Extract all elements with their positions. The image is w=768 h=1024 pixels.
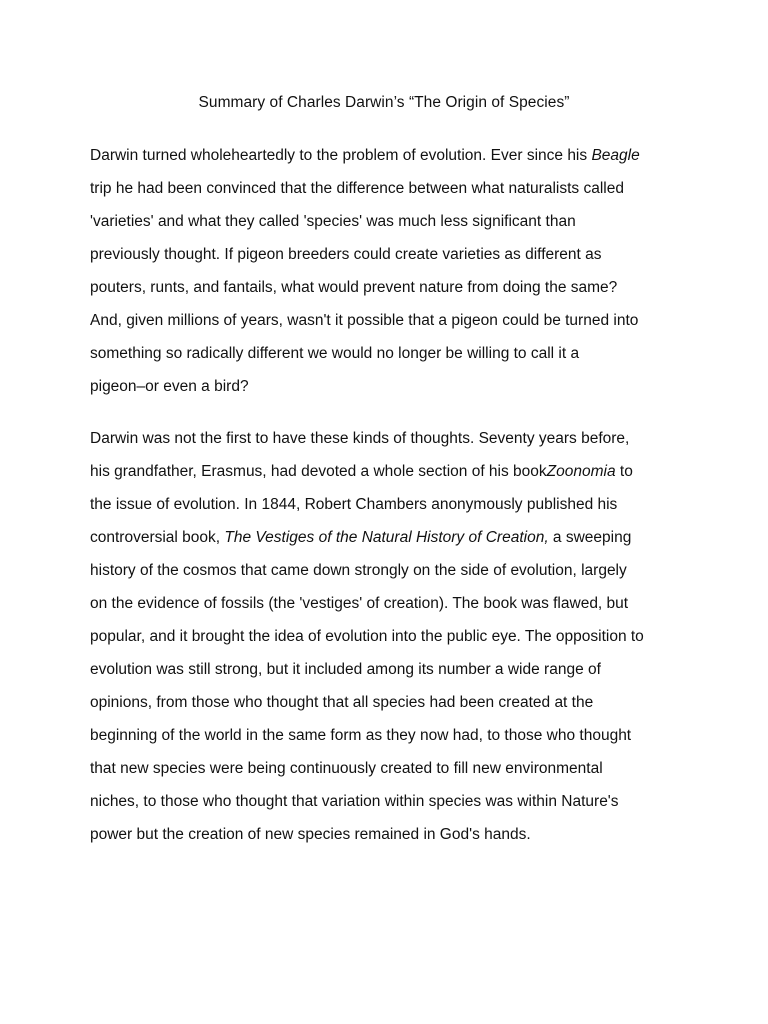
paragraph-line: And, given millions of years, wasn't it possible that a pigeon could be turned into	[90, 312, 639, 329]
paragraph-line: history of the cosmos that came down strongly on the side of evolution, largely	[90, 562, 627, 579]
paragraph-line: pouters, runts, and fantails, what would prevent nature from doing the same?	[90, 279, 618, 296]
paragraph-line: Darwin was not the first to have these kinds of thoughts. Seventy years before,	[90, 430, 630, 447]
paragraph-line: popular, and it brought the idea of evolution into the public eye. The opposition to	[90, 628, 644, 645]
document-title: Summary of Charles Darwin’s “The Origin of Species”	[198, 94, 570, 111]
paragraph-line: beginning of the world in the same form as they now had, to those who thought	[90, 727, 632, 744]
paragraph-line: opinions, from those who thought that all species had been created at the	[90, 694, 594, 711]
italic-text: The Vestiges of the Natural History of Creation,	[224, 529, 549, 546]
paragraph-line: power but the creation of new species remained in God's hands.	[90, 826, 531, 843]
paragraph-line: something so radically different we would no longer be willing to call it a	[90, 345, 580, 362]
paragraph-line	[90, 139, 690, 172]
italic-text: Zoonomia	[546, 463, 616, 480]
paragraph-line: evolution was still strong, but it included among its number a wide range of	[90, 661, 601, 678]
paragraph-line: that new species were being continuously created to fill new environmental	[90, 760, 603, 777]
italic-text: Beagle	[591, 147, 640, 164]
text-run: to	[615, 463, 633, 480]
paragraph-line: pigeon–or even a bird?	[90, 378, 249, 395]
paragraph-line	[90, 455, 690, 488]
paragraph-line: previously thought. If pigeon breeders could create varieties as different as	[90, 246, 602, 263]
paragraph-line: trip he had been convinced that the difference between what naturalists called	[90, 180, 624, 197]
paragraph-2	[90, 422, 690, 851]
paragraph-1	[90, 139, 690, 403]
text-run: his grandfather, Erasmus, had devoted a whole section of his book	[90, 463, 547, 480]
text-run: Darwin turned wholeheartedly to the problem of evolution. Ever since his	[90, 147, 592, 164]
paragraph-line: the issue of evolution. In 1844, Robert Chambers anonymously published his	[90, 496, 618, 513]
paragraph-line: niches, to those who thought that variation within species was within Nature's	[90, 793, 619, 810]
paragraph-line: 'varieties' and what they called 'species' was much less significant than	[90, 213, 576, 230]
paragraph-line: on the evidence of fossils (the 'vestiges' of creation). The book was flawed, but	[90, 595, 629, 612]
text-run: controversial book,	[90, 529, 225, 546]
paragraph-line	[90, 521, 690, 554]
text-run: a sweeping	[548, 529, 632, 546]
